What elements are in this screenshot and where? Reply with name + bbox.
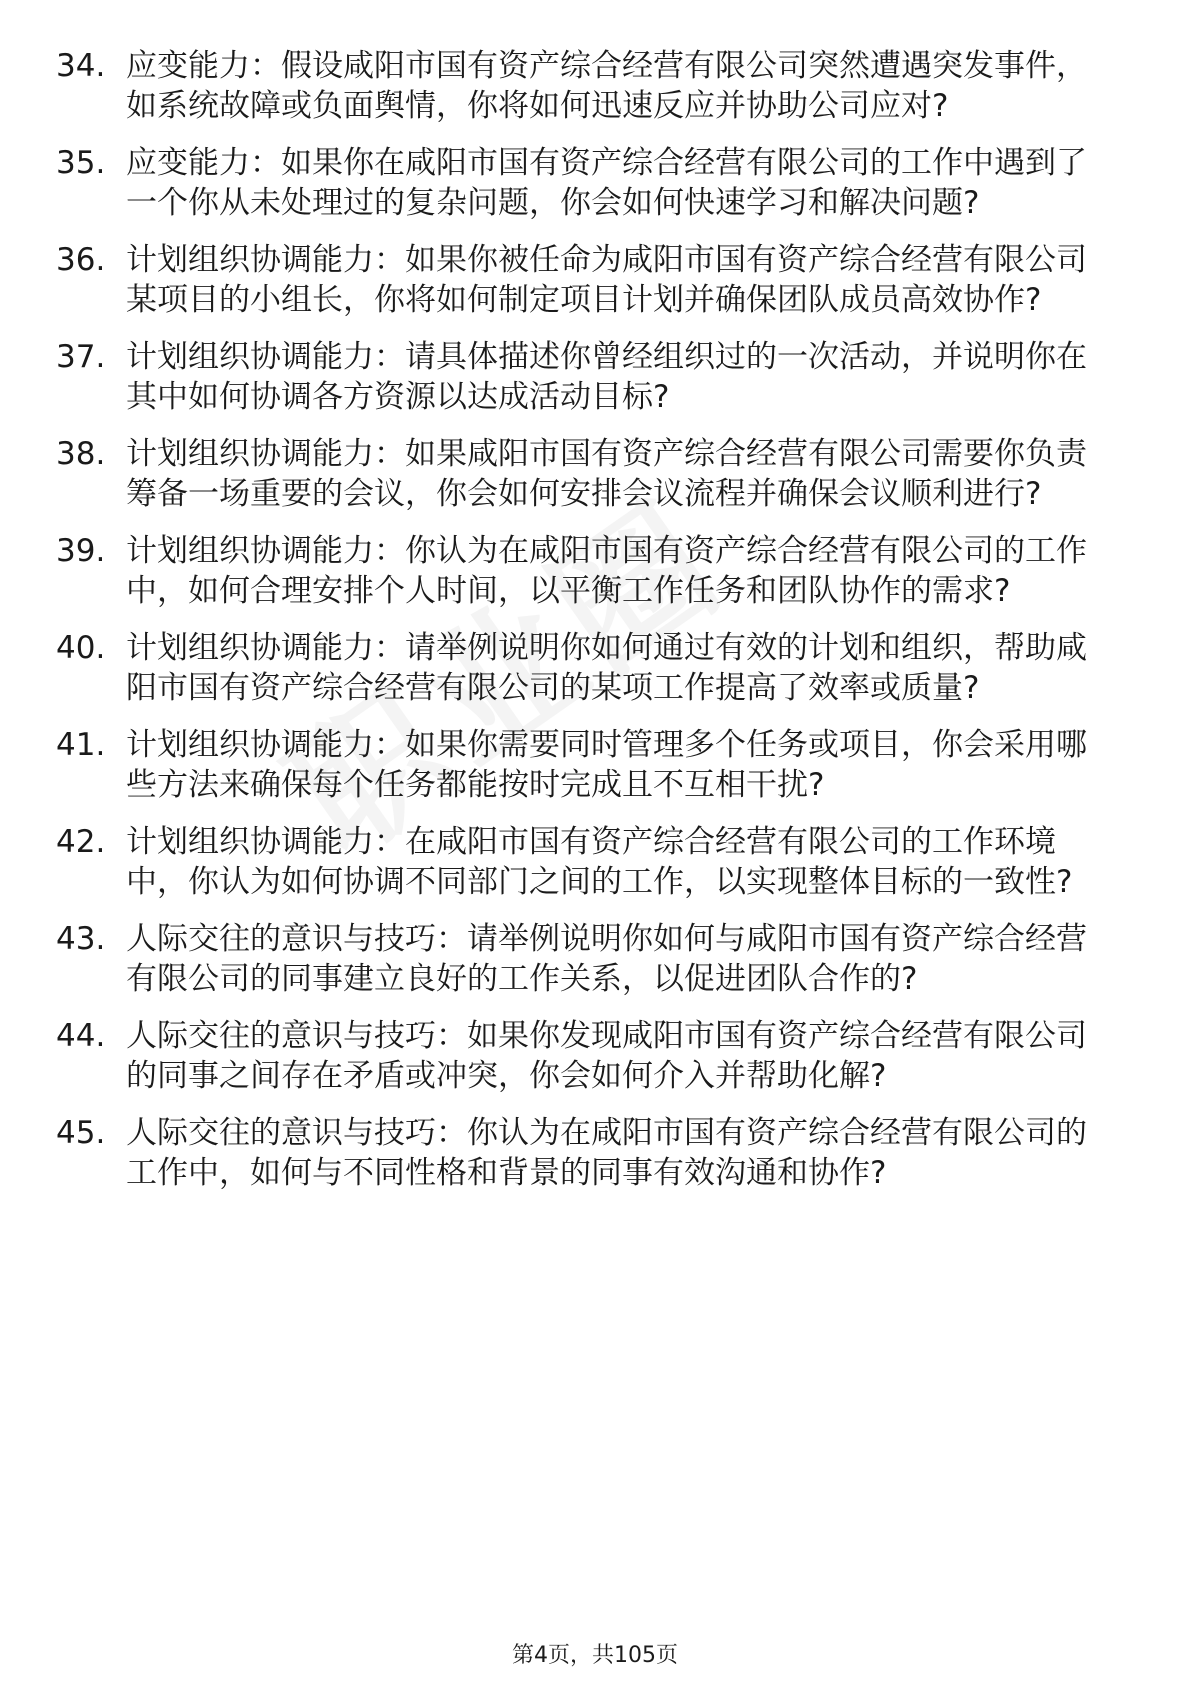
- question-item: [0, 1016, 1190, 1096]
- question-item: [0, 337, 1190, 417]
- question-item: [0, 434, 1190, 514]
- question-number: 42.: [56, 824, 106, 860]
- question-number: 39.: [56, 533, 106, 569]
- question-text: 计划组织协调能力：请具体描述你曾经组织过的一次活动，并说明你在其中如何协调各方资源以达成活动目标?: [126, 339, 1087, 415]
- question-text: 计划组织协调能力：如果你被任命为咸阳市国有资产综合经营有限公司某项目的小组长，你将如何制定项目计划并确保团队成员高效协作?: [126, 242, 1087, 318]
- question-text: 应变能力：如果你在咸阳市国有资产综合经营有限公司的工作中遇到了一个你从未处理过的复杂问题，你会如何快速学习和解决问题?: [126, 145, 1087, 221]
- question-number: 40.: [56, 630, 106, 666]
- question-number: 34.: [56, 48, 106, 84]
- question-number: 36.: [56, 242, 106, 278]
- question-number: 41.: [56, 727, 106, 763]
- question-item: [0, 46, 1190, 126]
- page-footer: 第4页，共105页: [512, 1643, 678, 1668]
- question-text: 人际交往的意识与技巧：你认为在咸阳市国有资产综合经营有限公司的工作中，如何与不同性格和背景的同事有效沟通和协作?: [126, 1115, 1087, 1191]
- question-number: 44.: [56, 1018, 106, 1054]
- question-item: [0, 628, 1190, 708]
- question-item: [0, 822, 1190, 902]
- question-text: 计划组织协调能力：请举例说明你如何通过有效的计划和组织，帮助咸阳市国有资产综合经营有限公司的某项工作提高了效率或质量?: [126, 630, 1087, 706]
- question-text: 应变能力：假设咸阳市国有资产综合经营有限公司突然遭遇突发事件，如系统故障或负面舆情，你将如何迅速反应并协助公司应对?: [126, 48, 1087, 124]
- question-text: 计划组织协调能力：如果咸阳市国有资产综合经营有限公司需要你负责筹备一场重要的会议，你会如何安排会议流程并确保会议顺利进行?: [126, 436, 1087, 512]
- question-list: [0, 46, 1190, 1210]
- question-item: [0, 919, 1190, 999]
- question-item: [0, 531, 1190, 611]
- question-text: 计划组织协调能力：你认为在咸阳市国有资产综合经营有限公司的工作中，如何合理安排个人时间，以平衡工作任务和团队协作的需求?: [126, 533, 1087, 609]
- question-number: 45.: [56, 1115, 106, 1151]
- question-number: 35.: [56, 145, 106, 181]
- question-text: 人际交往的意识与技巧：请举例说明你如何与咸阳市国有资产综合经营有限公司的同事建立良好的工作关系，以促进团队合作的?: [126, 921, 1087, 997]
- question-item: [0, 143, 1190, 223]
- question-text: 人际交往的意识与技巧：如果你发现咸阳市国有资产综合经营有限公司的同事之间存在矛盾或冲突，你会如何介入并帮助化解?: [126, 1018, 1087, 1094]
- question-text: 计划组织协调能力：如果你需要同时管理多个任务或项目，你会采用哪些方法来确保每个任务都能按时完成且不互相干扰?: [126, 727, 1087, 803]
- question-number: 43.: [56, 921, 106, 957]
- question-number: 38.: [56, 436, 106, 472]
- question-item: [0, 725, 1190, 805]
- question-item: [0, 1113, 1190, 1193]
- question-text: 计划组织协调能力：在咸阳市国有资产综合经营有限公司的工作环境中，你认为如何协调不同部门之间的工作，以实现整体目标的一致性?: [126, 824, 1073, 900]
- question-number: 37.: [56, 339, 106, 375]
- question-item: [0, 240, 1190, 320]
